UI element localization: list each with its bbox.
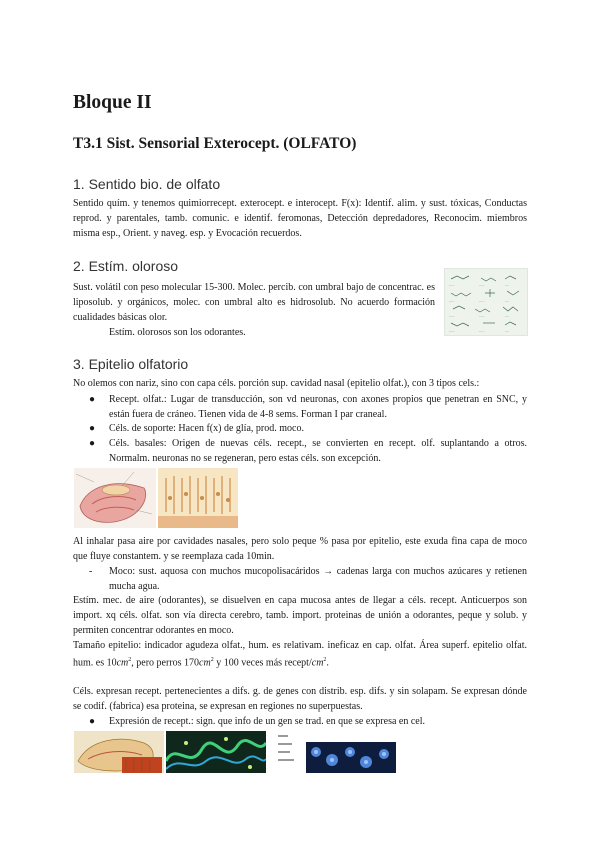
svg-text:----: ---- [505,329,510,333]
stimulus-paragraph: Estím. mec. de aire (odorantes), se disuelven en capa mucosa antes de llegar a céls. recept. Anticuerpos son import. xq céls. olfat. son vía directa cerebro, tamb. import. proteinas de unión a odorantes, peque y solub. y permiten concentrar odorantes en moco. [73,595,527,636]
nasal-cavity-icon [74,468,156,528]
svg-text:-----: ----- [479,329,485,333]
svg-text:-----: ----- [449,283,455,287]
topic-heading: T3.1 Sist. Sensorial Exterocept. (OLFATO) [73,135,357,152]
receptor-expression-icon [306,742,396,773]
svg-text:-----: ----- [479,314,485,318]
bullet-dot-icon: ● [89,394,96,405]
receptor-genes-paragraph: Céls. expresan recept. pertenecientes a difs. g. de genes con distrib. esp. difs. y sin solapam. Se expresan dónde se codif. (fabrica) esa proteina, se expresan en regiones no superpuestas. [73,686,527,712]
inhalation-paragraph: Al inhalar pasa aire por cavidades nasales, pero solo peque % pasa por epitelio, este exuda fina capa de moco que fluye constantem. y se reemplaza cada 10min. [73,536,527,562]
bullet-dot-icon: ● [89,716,96,727]
bullet-item: ● Recept. olfat.: Lugar de transducción, son vd neuronas, con axones propios que penetran en SNC, y están fuera de cráneo. Tienen vida de 4-8 sems. Forman I par craneal. [89,394,527,420]
molecule-structures-icon [445,269,527,335]
epithelium-cells-icon [158,468,238,528]
section-3-intro: No olemos con nariz, sino con capa céls. porción sup. cavidad nasal (epitelio olfat.), con 3 tipos cels.: [73,378,480,389]
receptor-expression-figure [306,742,396,773]
molecule-figure [444,268,528,336]
bullet-dot-icon: ● [89,438,96,449]
section-2-paragraph: Sust. volátil con peso molecular 15-300. Molec. percib. con umbral bajo de concentrac. es liposolub. y orgánicos, molec. con umbral alto es hidrosolub. No acuerdo formación cualidades básicas olor. [73,282,435,323]
nasal-anatomy-figure [74,468,156,528]
svg-text:-----: ----- [479,283,485,287]
section-1-paragraph: Sentido quím. y tenemos quimiorrecept. exterocept. e interocept. F(x): Identif. alim. y sust. tóxicas, Conductas reprod. y parentales, tamb. comunic. e identif. feromonas, Detección depredadores, Reconocim. miembros misma esp., Orient. y naveg. esp. y Evocación recuerdos. [73,198,527,239]
svg-text:----: ---- [505,283,510,287]
section-heading-3: 3. Epitelio olfatorio [73,356,189,372]
bullet-item: ● Céls. basales: Origen de nuevas céls. recept., se convierten en recept. olf. suplantando a otros. Normalm. neuronas no se regeneran, pero estas céls. son excepción. [89,438,527,464]
gene-legend-icon [276,731,302,773]
fluorescence-figure [166,731,266,773]
fluorescence-epithelium-icon [166,731,266,773]
page-title: Bloque II [73,92,152,113]
epithelium-histology-figure [158,468,238,528]
svg-text:-----: ----- [479,299,485,303]
dash-marker-icon: - [89,566,93,577]
bullet-item: ● Expresión de recept.: sign. que info de un gen se trad. en que se expresa en cel. [89,716,425,727]
olfactory-bulb-figure [74,731,164,773]
olfactory-bulb-icon [74,731,164,773]
gene-label-figure [276,731,302,773]
svg-text:-----: ----- [449,329,455,333]
svg-text:----: ---- [505,299,510,303]
section-2-indented: Estím. olorosos son los odorantes. [109,327,246,338]
svg-text:----: ---- [505,314,510,318]
bullet-item: ● Céls. de soporte: Hacen f(x) de glía, prod. moco. [89,423,304,434]
bullet-dot-icon: ● [89,423,96,434]
section-heading-1: 1. Sentido bio. de olfato [73,176,221,192]
svg-text:-----: ----- [449,314,455,318]
section-heading-2: 2. Estím. oloroso [73,258,179,274]
epithelium-size-paragraph: Tamaño epitelio: indicador agudeza olfat., hum. es relativam. ineficaz en cap. olfat. Área superf. epitelio olfat. hum. es $10cm^2$, pero perros $170cm^2$ y 100 veces más recept/$cm^2$. [73,640,527,669]
dash-item: - Moco: sust. aquosa con muchos mucopolisacáridos → cadenas larga con muchos azúcares y retienen mucha agua. [89,566,527,592]
svg-text:-----: ----- [449,299,455,303]
